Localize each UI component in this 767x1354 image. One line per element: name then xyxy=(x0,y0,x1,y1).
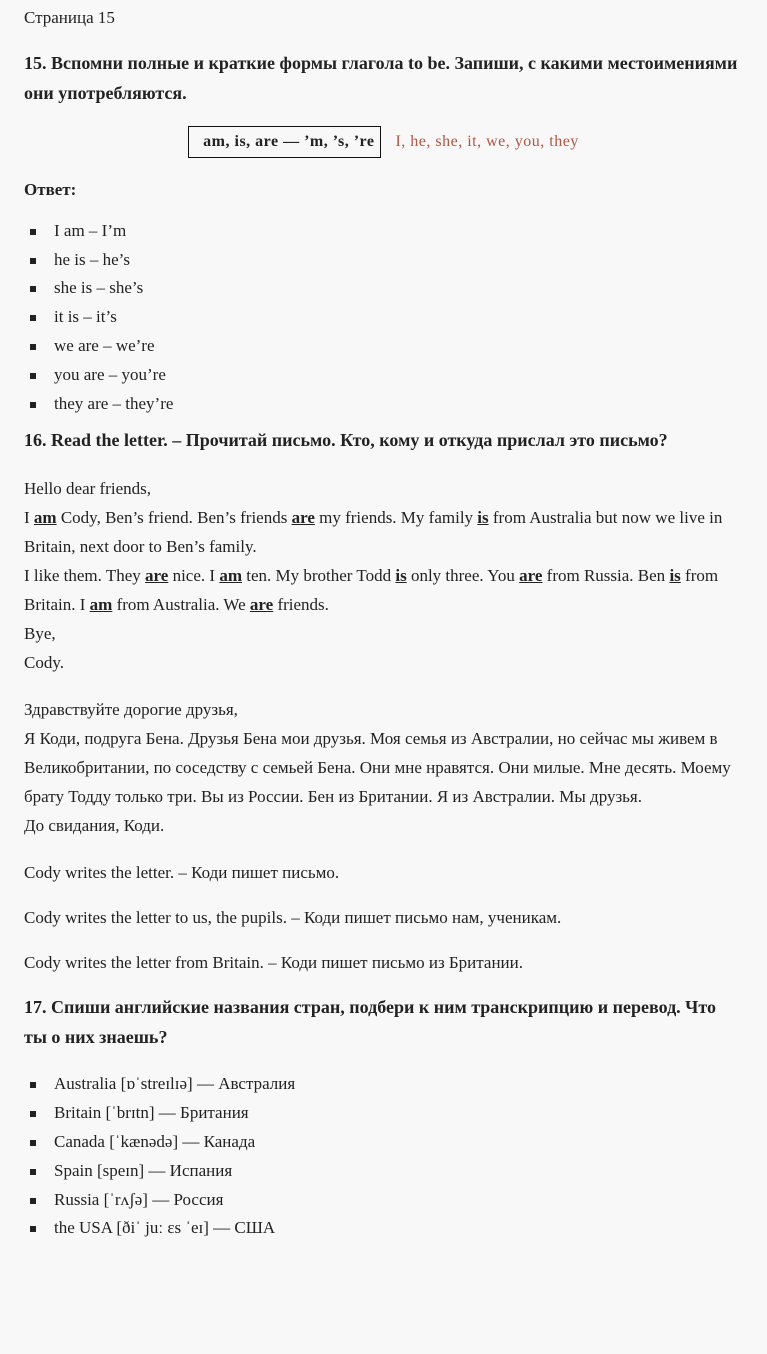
list-item: Britain [ˈbrɪtn] — Британия xyxy=(54,1099,743,1128)
pronouns-list: I, he, she, it, we, you, they xyxy=(395,133,579,151)
exercise-16-answer-2: Cody writes the letter to us, the pupils. – Коди пишет письмо нам, ученикам. xyxy=(24,908,562,928)
list-item: Spain [speɪn] — Испания xyxy=(54,1157,743,1186)
translation-closing: До свидания, Коди. xyxy=(24,816,165,836)
list-item: they are – they’re xyxy=(54,390,743,419)
letter-text xyxy=(24,474,743,677)
translation-body: Я Коди, подруга Бена. Друзья Бена мои друзья. Моя семья из Австралии, но сейчас мы живем в Великобритании, по соседству с семьей Бена. Они мне нравятся. Они милые. Мне десять. Моему брату Тодду только три. Вы из России. Бен из Британии. Я из Австралии. Мы друзья. xyxy=(24,729,731,807)
answer-label: Ответ: xyxy=(24,179,77,199)
translation-greeting: Здравствуйте дорогие друзья, xyxy=(24,700,238,720)
verb-forms-box: am, is, are — ’m, ’s, ’re xyxy=(188,126,381,158)
exercise-15-heading: 15. Вспомни полные и краткие формы глагола to be. Запиши, с какими местоимениями они употребляются. xyxy=(24,52,738,103)
exercise-15-answer-list xyxy=(24,217,743,419)
letter-translation xyxy=(24,695,743,840)
list-item: the USA [ðiˈ juː ɛs ˈeɪ] — США xyxy=(54,1214,743,1243)
list-item: it is – it’s xyxy=(54,303,743,332)
list-item: I am – I’m xyxy=(54,217,743,246)
list-item: Canada [ˈkænədə] — Канада xyxy=(54,1128,743,1157)
list-item: Australia [ɒˈstreɪlɪə] — Австралия xyxy=(54,1070,743,1099)
letter-greeting: Hello dear friends, xyxy=(24,479,151,499)
list-item: you are – you’re xyxy=(54,361,743,390)
list-item: she is – she’s xyxy=(54,274,743,303)
letter-bye: Bye, xyxy=(24,624,56,644)
page-label: Страница 15 xyxy=(24,8,115,27)
letter-signature: Cody. xyxy=(24,653,64,673)
list-item: Russia [ˈrʌʃə] — Россия xyxy=(54,1186,743,1215)
letter-paragraph-2: I like them. They are nice. I am ten. My brother Todd is only three. You are from Russia. Ben is from Britain. I am from Australia. We are friends. xyxy=(24,566,719,615)
exercise-17-heading: 17. Спиши английские названия стран, подбери к ним транскрипцию и перевод. Что ты о них знаешь? xyxy=(24,997,716,1047)
list-item: he is – he’s xyxy=(54,246,743,275)
verb-forms-figure xyxy=(24,126,743,158)
exercise-17-country-list xyxy=(24,1070,743,1243)
exercise-16-answer-1: Cody writes the letter. – Коди пишет письмо. xyxy=(24,863,340,883)
exercise-16-answer-3: Cody writes the letter from Britain. – Коди пишет письмо из Британии. xyxy=(24,953,523,973)
exercise-16-heading: 16. Read the letter. – Прочитай письмо. Кто, кому и откуда прислал это письмо? xyxy=(24,430,668,451)
list-item: we are – we’re xyxy=(54,332,743,361)
letter-paragraph-1: I am Cody, Ben’s friend. Ben’s friends are my friends. My family is from Australia but now we live in Britain, next door to Ben’s family. xyxy=(24,508,723,557)
